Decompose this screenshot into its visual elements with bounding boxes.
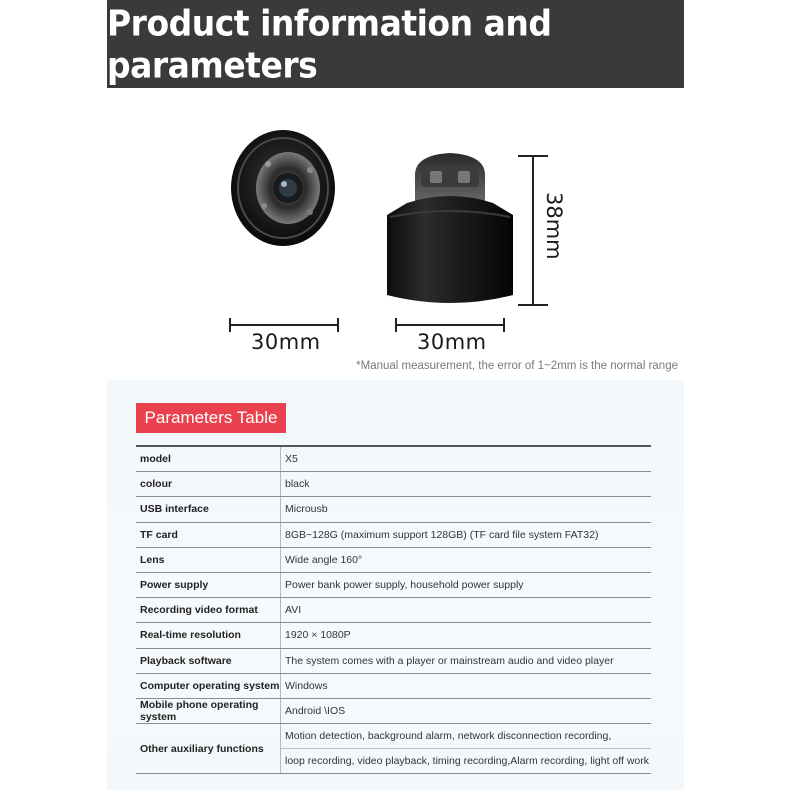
side-width-tick-left: [395, 318, 397, 332]
table-row: [136, 446, 651, 472]
param-value: 1920 × 1080P: [281, 623, 652, 648]
param-value: X5: [281, 446, 652, 472]
table-row: [136, 623, 651, 648]
param-label: TF card: [136, 522, 281, 547]
page-title: Product information and parameters: [107, 1, 552, 87]
param-label: Lens: [136, 547, 281, 572]
header-banner: [107, 0, 684, 88]
front-width-tick-left: [229, 318, 231, 332]
front-width-label: 30mm: [251, 330, 321, 354]
height-dimension-line: [532, 155, 534, 305]
front-width-tick-right: [337, 318, 339, 332]
camera-side-image: [385, 145, 515, 310]
param-label: Other auxiliary functions: [136, 724, 281, 774]
parameters-table-title: Parameters Table: [136, 403, 286, 433]
param-value: black: [281, 472, 652, 497]
param-label: colour: [136, 472, 281, 497]
parameters-table: [136, 445, 651, 774]
table-row: [136, 572, 651, 597]
param-label: Real-time resolution: [136, 623, 281, 648]
param-value: The system comes with a player or mainstream audio and video player: [281, 648, 652, 673]
param-label: Recording video format: [136, 598, 281, 623]
table-row: [136, 497, 651, 522]
param-value-line: Motion detection, background alarm, network disconnection recording,: [281, 724, 651, 749]
param-value-multiline: [281, 724, 652, 774]
table-row: [136, 472, 651, 497]
table-row: [136, 598, 651, 623]
param-value: AVI: [281, 598, 652, 623]
measurement-note: *Manual measurement, the error of 1~2mm is the normal range: [356, 360, 678, 372]
table-row: [136, 547, 651, 572]
height-tick-top: [518, 155, 548, 157]
param-label: Power supply: [136, 572, 281, 597]
height-tick-bottom: [518, 304, 548, 306]
camera-front-image: [230, 118, 342, 312]
param-value: 8GB~128G (maximum support 128GB) (TF card file system FAT32): [281, 522, 652, 547]
table-row: [136, 648, 651, 673]
param-value: Wide angle 160°: [281, 547, 652, 572]
param-label: model: [136, 446, 281, 472]
param-value: Microusb: [281, 497, 652, 522]
param-label: Computer operating system: [136, 673, 281, 698]
table-row: [136, 698, 651, 723]
front-width-dimension-line: [229, 324, 339, 326]
table-row: [136, 724, 651, 774]
param-value-line: loop recording, video playback, timing recording,Alarm recording, light off work: [285, 755, 649, 768]
param-label: Playback software: [136, 648, 281, 673]
param-value: Power bank power supply, household power supply: [281, 572, 652, 597]
table-row: [136, 673, 651, 698]
height-label: 38mm: [542, 192, 566, 260]
table-row: [136, 522, 651, 547]
param-value: Windows: [281, 673, 652, 698]
param-label: Mobile phone operating system: [136, 698, 281, 723]
side-width-label: 30mm: [417, 330, 487, 354]
param-label: USB interface: [136, 497, 281, 522]
side-width-tick-right: [503, 318, 505, 332]
param-value: Android \IOS: [281, 698, 652, 723]
side-width-dimension-line: [395, 324, 505, 326]
